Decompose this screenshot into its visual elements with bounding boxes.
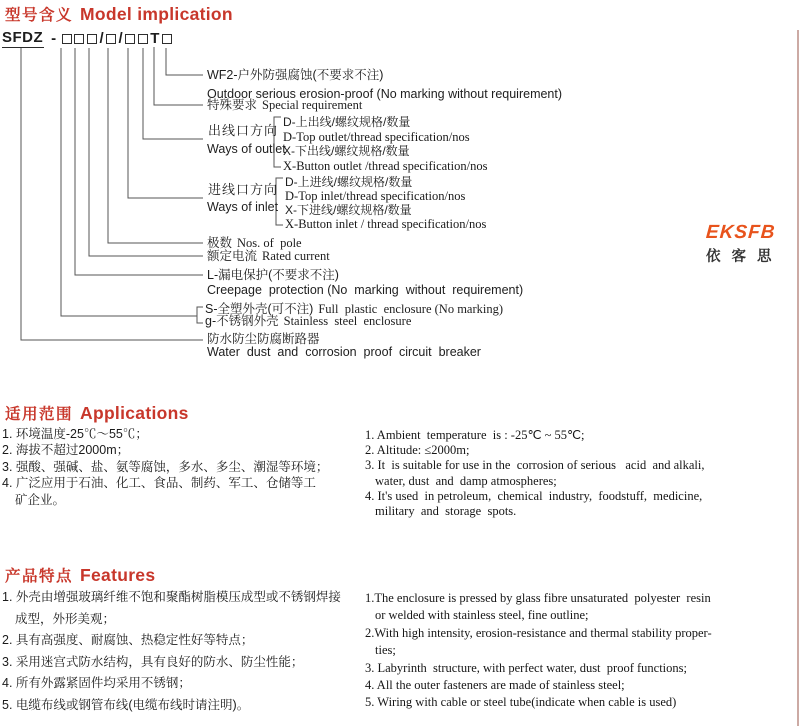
text-line: D-Top outlet/thread specification/nos bbox=[283, 129, 470, 144]
text-line: 成型，外形美观； bbox=[15, 611, 116, 626]
tree-label-outlet-cn: 出线口方向 bbox=[208, 123, 279, 138]
inlet-options-list bbox=[285, 176, 486, 232]
logo-brand-chinese: 依客思 bbox=[706, 249, 783, 265]
text-line: water, dust and damp atmospheres; bbox=[375, 473, 557, 488]
model-code-char: / bbox=[118, 30, 123, 47]
text-line: 2.With high intensity, erosion-resistance and thermal stability proper- bbox=[365, 625, 712, 640]
text-line: 3. It is suitable for use in the corrosion of serious acid and alkali, bbox=[365, 458, 705, 473]
tree-label-rated-current bbox=[207, 249, 330, 263]
plastic-en: Full plastic enclosure (No marking) bbox=[318, 302, 504, 316]
brand-logo bbox=[706, 222, 783, 266]
applications-heading-en: Applications bbox=[80, 403, 189, 423]
model-heading-en: Model implication bbox=[80, 4, 233, 24]
text-line: 2. Altitude: ≤2000m; bbox=[365, 443, 470, 458]
text-line: 2. 海拔不超过2000m； bbox=[2, 443, 130, 458]
text-line: ties; bbox=[375, 643, 396, 658]
features-list-cn bbox=[2, 587, 341, 717]
pole-cn: 极数 bbox=[207, 236, 233, 250]
tree-label-pole bbox=[207, 236, 302, 250]
pole-en: Nos. of pole bbox=[237, 236, 302, 250]
text-line: 1. 环境温度-25℃～55℃； bbox=[2, 427, 148, 441]
text-line: 4. All the outer fasteners are made of stainless steel; bbox=[365, 678, 625, 693]
text-line: 1.The enclosure is pressed by glass fibre unsaturated polyester resin bbox=[365, 591, 711, 605]
tree-label-inlet-en: Ways of inlet bbox=[207, 200, 279, 214]
model-code-char: T bbox=[150, 30, 160, 47]
model-code-separator: - bbox=[51, 30, 57, 47]
stainless-cn: g-不锈钢外壳 bbox=[205, 314, 279, 328]
applications-list-en bbox=[365, 428, 705, 519]
tree-label-breaker-en: Water dust and corrosion proof circuit breaker bbox=[207, 345, 481, 359]
tree-label-inlet-cn: 进线口方向 bbox=[208, 182, 279, 197]
tree-label-wf2-en: Outdoor serious erosion-proof (No marking without requirement) bbox=[207, 87, 563, 101]
text-line: 1. 外壳由增强玻璃纤维不饱和聚酯树脂模压成型或不锈钢焊接 bbox=[2, 590, 341, 604]
text-line: 1. Ambient temperature is : -25℃ ~ 55℃; bbox=[365, 428, 585, 442]
features-heading-en: Features bbox=[80, 565, 156, 585]
text-line: 3. 采用迷宫式防水结构，具有良好的防水、防尘性能； bbox=[2, 654, 304, 669]
current-en: Rated current bbox=[262, 249, 330, 263]
text-line: X-下进线/螺纹规格/数量 bbox=[285, 202, 412, 217]
tree-label-special-requirement bbox=[207, 98, 362, 112]
features-list-en bbox=[365, 590, 712, 712]
model-heading-cn: 型号含义 bbox=[5, 7, 74, 24]
current-cn: 额定电流 bbox=[207, 249, 258, 263]
text-line: 4. It's used in petroleum, chemical industry, foodstuff, medicine, bbox=[365, 488, 703, 503]
text-line: 5. 电缆布线或钢管布线(电缆布线时请注明)。 bbox=[2, 697, 250, 712]
page-edge-line bbox=[797, 30, 799, 726]
model-code-char: / bbox=[99, 30, 104, 47]
text-line: military and storage spots. bbox=[375, 504, 517, 519]
plastic-cn: S-全塑外壳(可不注) bbox=[205, 302, 314, 316]
text-line: X-Button outlet /thread specification/nos bbox=[283, 159, 488, 174]
text-line: 4. 所有外露紧固件均采用不锈钢； bbox=[2, 676, 191, 691]
logo-brand-text: EKSFB bbox=[705, 222, 777, 243]
text-line: 5. Wiring with cable or steel tube(indicate when cable is used) bbox=[365, 695, 677, 710]
text-line: D-上进线/螺纹规格/数量 bbox=[285, 175, 413, 189]
outlet-options-list bbox=[283, 115, 487, 174]
applications-list-cn bbox=[2, 426, 328, 508]
applications-heading-cn: 适用范围 bbox=[5, 406, 74, 423]
tree-label-creepage-cn: L-漏电保护(不要求不注) bbox=[207, 268, 339, 282]
text-line: 3. Labyrinth structure, with perfect water, dust proof functions; bbox=[365, 660, 687, 675]
text-line: 2. 具有高强度、耐腐蚀、热稳定性好等特点； bbox=[2, 633, 254, 648]
tree-label-outlet-en: Ways of outlet bbox=[207, 142, 286, 156]
special-en: Special requirement bbox=[262, 98, 363, 112]
stainless-en: Stainless steel enclosure bbox=[283, 314, 412, 328]
tree-label-wf2-cn: WF2-户外防强腐蚀(不要求不注) bbox=[207, 68, 384, 82]
tree-label-stainless-enclosure bbox=[205, 314, 411, 328]
features-heading-cn: 产品特点 bbox=[5, 568, 74, 585]
text-line: or welded with stainless steel, fine outline; bbox=[375, 608, 589, 623]
text-line: D-上出线/螺纹规格/数量 bbox=[283, 115, 411, 129]
special-cn: 特殊要求 bbox=[207, 98, 258, 112]
text-line: 3. 强酸、强碱、盐、氨等腐蚀，多水、多尘、潮湿等环境； bbox=[2, 459, 329, 474]
text-line: 矿企业。 bbox=[15, 492, 66, 507]
text-line: 4. 广泛应用于石油、化工、食品、制药、军工、仓储等工 bbox=[2, 476, 316, 491]
text-line: X-下出线/螺纹规格/数量 bbox=[283, 144, 410, 159]
model-code-prefix: SFDZ bbox=[2, 29, 44, 46]
text-line: X-Button inlet / thread specification/nos bbox=[285, 216, 487, 231]
features-heading bbox=[5, 564, 155, 586]
applications-heading bbox=[5, 402, 189, 424]
text-line: D-Top inlet/thread specification/nos bbox=[285, 188, 466, 203]
tree-label-creepage-en: Creepage protection (No marking without requirement) bbox=[207, 283, 524, 297]
tree-label-breaker-cn: 防水防尘防腐断路器 bbox=[207, 332, 320, 346]
